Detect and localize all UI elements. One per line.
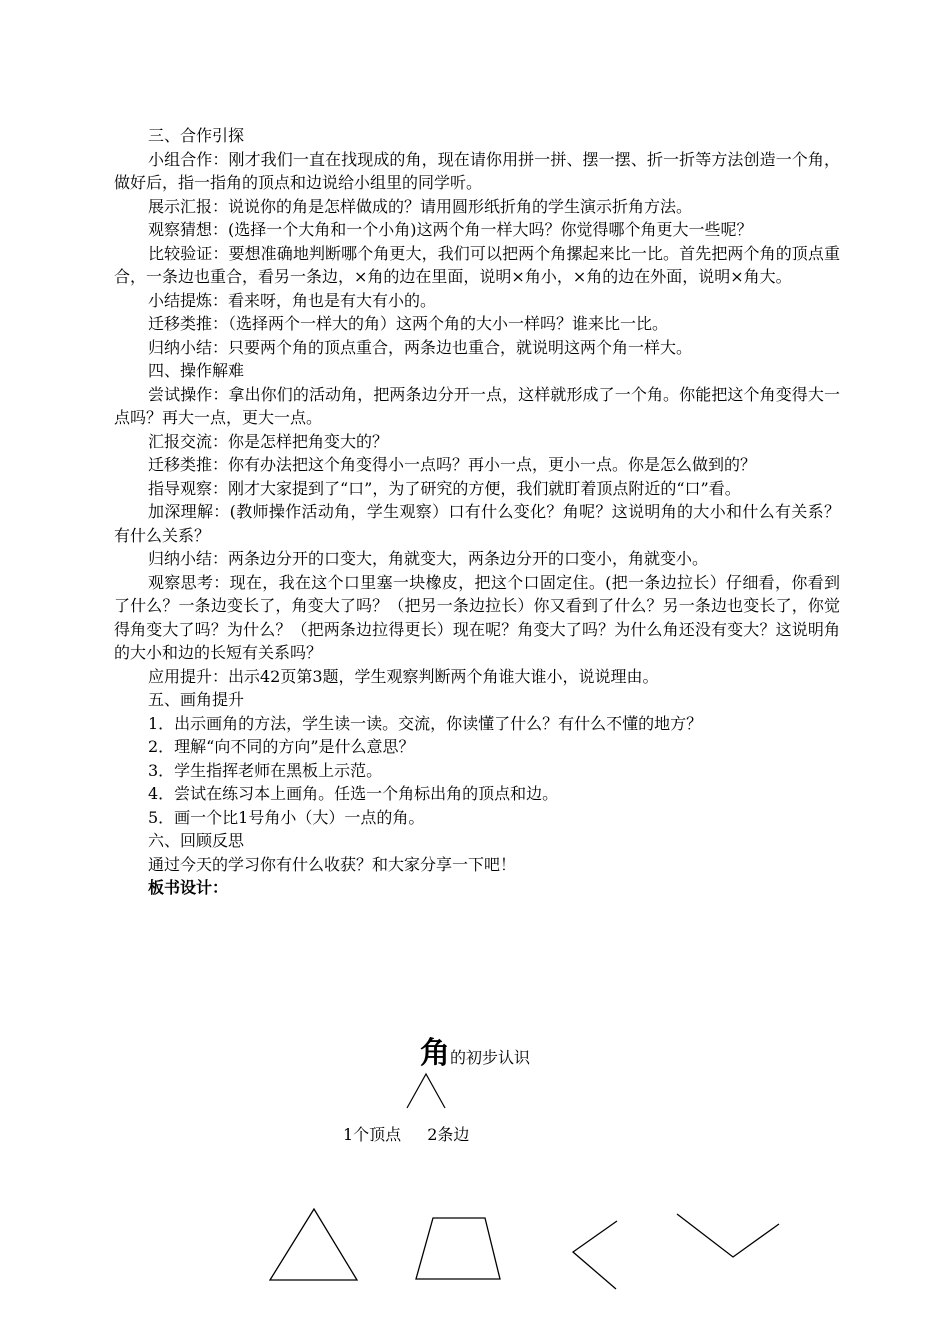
paragraph: 4．尝试在练习本上画角。任选一个角标出角的顶点和边。 — [148, 784, 559, 803]
angle-up-open-shape — [677, 1214, 779, 1257]
board-title-rest: 的初步认识 — [449, 1048, 530, 1067]
paragraph: 小组合作：刚才我们一直在找现成的角，现在请你用拼一拼、摆一摆、折一折等方法创造一个角，做好后，指一指角的顶点和边说给小组里的同学听。 — [114, 149, 840, 192]
paragraph: 五、画角提升 — [148, 690, 245, 709]
paragraph: 比较验证：要想准确地判断哪个角更大，我们可以把两个角摞起来比一比。首先把两个角的顶点重合，一条边也重合，看另一条边，×角的边在里面，说明×角小，×角的边在外面，说明×角大。 — [114, 243, 840, 286]
triangle-shape — [270, 1209, 357, 1280]
paragraph: 通过今天的学习你有什么收获？和大家分享一下吧！ — [148, 854, 517, 874]
paragraph: 展示汇报：说说你的角是怎样做成的？请用圆形纸折角的学生演示折角方法。 — [148, 196, 693, 216]
paragraph: 3．学生指挥老师在黑板上示范。 — [148, 760, 383, 780]
paragraph: 三、合作引探 — [148, 126, 245, 145]
vertex-label: 1个顶点 — [343, 1125, 402, 1144]
angle-diagram — [407, 1074, 445, 1108]
paragraph: 四、操作解难 — [148, 361, 245, 380]
paragraph: 迁移类推：你有办法把这个角变得小一点吗？再小一点，更小一点。你是怎么做到的？ — [148, 455, 757, 474]
paragraph: 尝试操作：拿出你们的活动角，把两条边分开一点，这样就形成了一个角。你能把这个角变得大一点吗？再大一点，更大一点。 — [114, 384, 840, 427]
angle-left-open-shape — [573, 1221, 617, 1289]
paragraph: 观察思考：现在，我在这个口里塞一块橡皮，把这个口固定住。(把一条边拉长）仔细看，你看到了什么？一条边变长了，角变大了吗？（把另一条边拉长）你又看到了什么？另一条边也变长了，你觉得角变大了吗？为什么？（把两条边拉得更长）现在呢？角变大了吗？为什么角还没有变大？这说明角的大小和边的长短有关系吗？ — [114, 572, 840, 662]
paragraph: 应用提升：出示42页第3题，学生观察判断两个角谁大谁小，说说理由。 — [148, 666, 659, 686]
paragraph: 5．画一个比1号角小（大）一点的角。 — [148, 807, 425, 827]
paragraph: 观察猜想：(选择一个大角和一个小角)这两个角一样大吗？你觉得哪个角更大一些呢？ — [148, 220, 753, 239]
board-labels — [343, 1122, 469, 1145]
trapezoid-shape — [416, 1218, 500, 1279]
paragraph: 加深理解：(教师操作活动角，学生观察）口有什么变化？角呢？这说明角的大小和什么有关系？有什么关系？ — [114, 502, 840, 545]
paragraph: 小结提炼：看来呀，角也是有大有小的。 — [148, 290, 437, 310]
paragraph: 归纳小结：只要两个角的顶点重合，两条边也重合，就说明这两个角一样大。 — [148, 337, 693, 357]
paragraph: 汇报交流：你是怎样把角变大的？ — [148, 431, 389, 451]
paragraph: 2．理解“向不同的方向”是什么意思？ — [148, 737, 415, 756]
paragraph: 板书设计： — [148, 878, 229, 897]
paragraph: 指导观察：刚才大家提到了“口”，为了研究的方便，我们就盯着顶点附近的“口”看。 — [148, 478, 741, 498]
paragraph: 六、回顾反思 — [148, 831, 245, 850]
paragraph: 1．出示画角的方法，学生读一读。交流，你读懂了什么？有什么不懂的地方？ — [148, 713, 703, 733]
sides-label: 2条边 — [427, 1125, 470, 1144]
paragraph: 迁移类推：（选择两个一样大的角）这两个角的大小一样吗？谁来比一比。 — [148, 314, 669, 333]
board-title-char: 角 — [419, 1036, 450, 1071]
paragraph: 归纳小结：两条边分开的口变大，角就变大，两条边分开的口变小，角就变小。 — [148, 549, 709, 568]
